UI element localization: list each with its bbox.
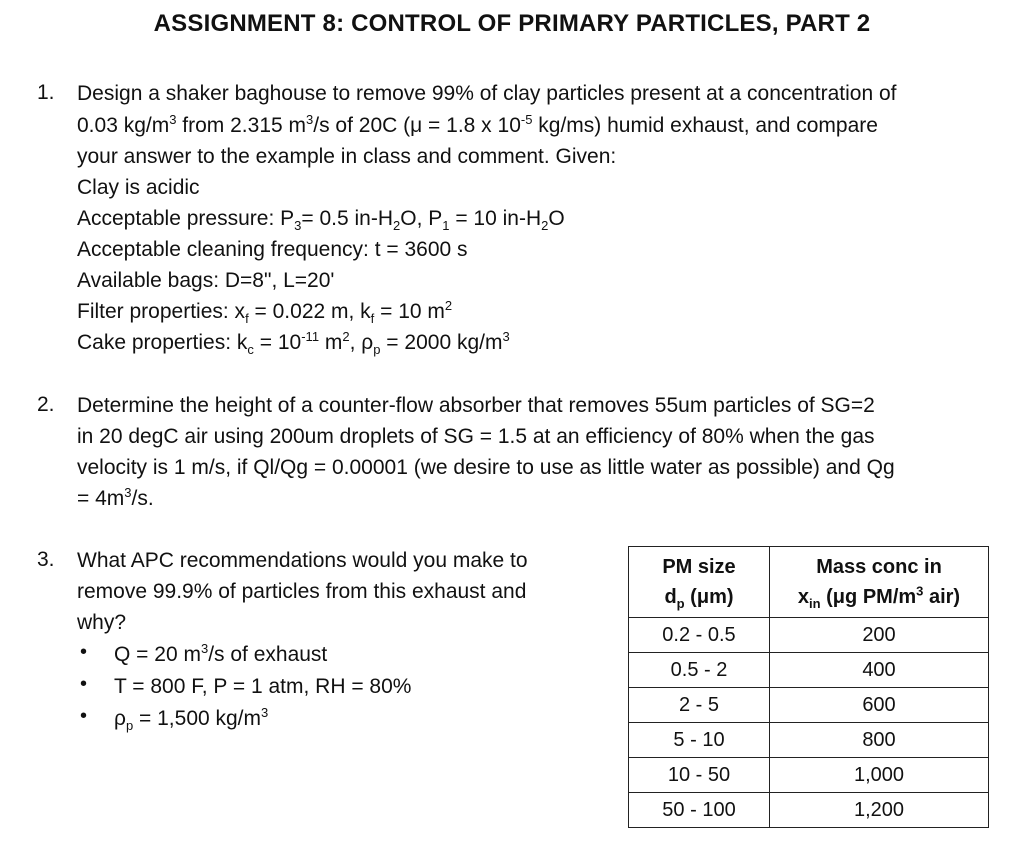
q2-line-1: Determine the height of a counter-flow absorber that removes 55um particles of SG=2 — [77, 394, 875, 417]
q1-given-clay: Clay is acidic — [77, 176, 200, 199]
q1-given-filter: Filter properties: $x_f = 0.022$ m, $k_f = 10$ $m^2$ — [77, 298, 453, 327]
mass-conc-cell: 800 — [770, 723, 989, 758]
q1-given-pressure: Acceptable pressure: $P_3= 0.5$ $in-H_2O$, $P_1 = 10$ $in-H_2O$ — [77, 207, 565, 234]
bullet-icon: • — [80, 705, 88, 727]
pm-size-cell: 0.2 - 0.5 — [629, 618, 770, 653]
pm-size-cell: 0.5 - 2 — [629, 653, 770, 688]
q2-line-4: = $4m^3/s$. — [77, 485, 154, 510]
q1-line-2: 0.03 $kg/m^3$ from 2.315 $m^3/s$ of 20C (μ = 1.8 x $10^{-5}$ kg/ms) humid exhaust, and compare — [77, 112, 878, 137]
q3-bullet-density: $\rho_p = 1,500$ $kg/m^3$ — [114, 705, 269, 734]
q1-given-bags: Available bags: D=8", L=20' — [77, 269, 335, 292]
mass-conc-cell: 1,000 — [770, 758, 989, 793]
mass-conc-cell: 600 — [770, 688, 989, 723]
table-row — [629, 688, 989, 723]
mass-conc-cell: 200 — [770, 618, 989, 653]
table-row — [629, 793, 989, 828]
q1-line-3: your answer to the example in class and comment. Given: — [77, 145, 617, 168]
pm-size-cell: 2 - 5 — [629, 688, 770, 723]
mass-conc-cell: 1,200 — [770, 793, 989, 828]
question-3-number: 3. — [37, 548, 55, 571]
table-row — [629, 618, 989, 653]
q2-line-2: in 20 degC air using 200um droplets of SG = 1.5 at an efficiency of 80% when the gas — [77, 425, 875, 448]
bullet-icon: • — [80, 673, 88, 695]
table-row — [629, 653, 989, 688]
pm-concentration-table — [628, 546, 989, 828]
q3-line-2: remove 99.9% of particles from this exhaust and — [77, 580, 527, 603]
mass-conc-cell: 400 — [770, 653, 989, 688]
question-2-number: 2. — [37, 393, 55, 416]
table-row — [629, 758, 989, 793]
pm-size-cell: 10 - 50 — [629, 758, 770, 793]
q1-given-cake: Cake properties: $k_c = 10^{-11}$ $m^2$, $\rho_p = 2000$ $kg/m^3$ — [77, 329, 510, 358]
bullet-icon: • — [80, 641, 88, 663]
assignment-title: ASSIGNMENT 8: CONTROL OF PRIMARY PARTICLES, PART 2 — [153, 10, 871, 37]
q3-line-3: why? — [77, 611, 127, 634]
q2-line-3: velocity is 1 m/s, if Ql/Qg = 0.00001 (we desire to use as little water as possible) and Qg — [77, 456, 895, 479]
table-header-row — [629, 547, 989, 618]
q1-given-cleaning: Acceptable cleaning frequency: t = 3600 s — [77, 238, 468, 261]
q3-bullet-conditions: T = 800 F, P = 1 atm, RH = 80% — [114, 675, 412, 698]
column-header-mass-conc: Mass conc in $x_{in}$ (μg $PM/m^3$ air) — [770, 547, 989, 618]
q3-line-1: What APC recommendations would you make to — [77, 549, 528, 572]
question-1-number: 1. — [37, 81, 55, 104]
pm-size-cell: 5 - 10 — [629, 723, 770, 758]
pm-size-cell: 50 - 100 — [629, 793, 770, 828]
q1-line-1: Design a shaker baghouse to remove 99% of clay particles present at a concentration of — [77, 82, 897, 105]
q3-bullet-flow: Q = 20 $m^3/s$ of exhaust — [114, 641, 328, 666]
column-header-pm-size: PM size $d_p$ (μm) — [629, 547, 770, 618]
table-row — [629, 723, 989, 758]
